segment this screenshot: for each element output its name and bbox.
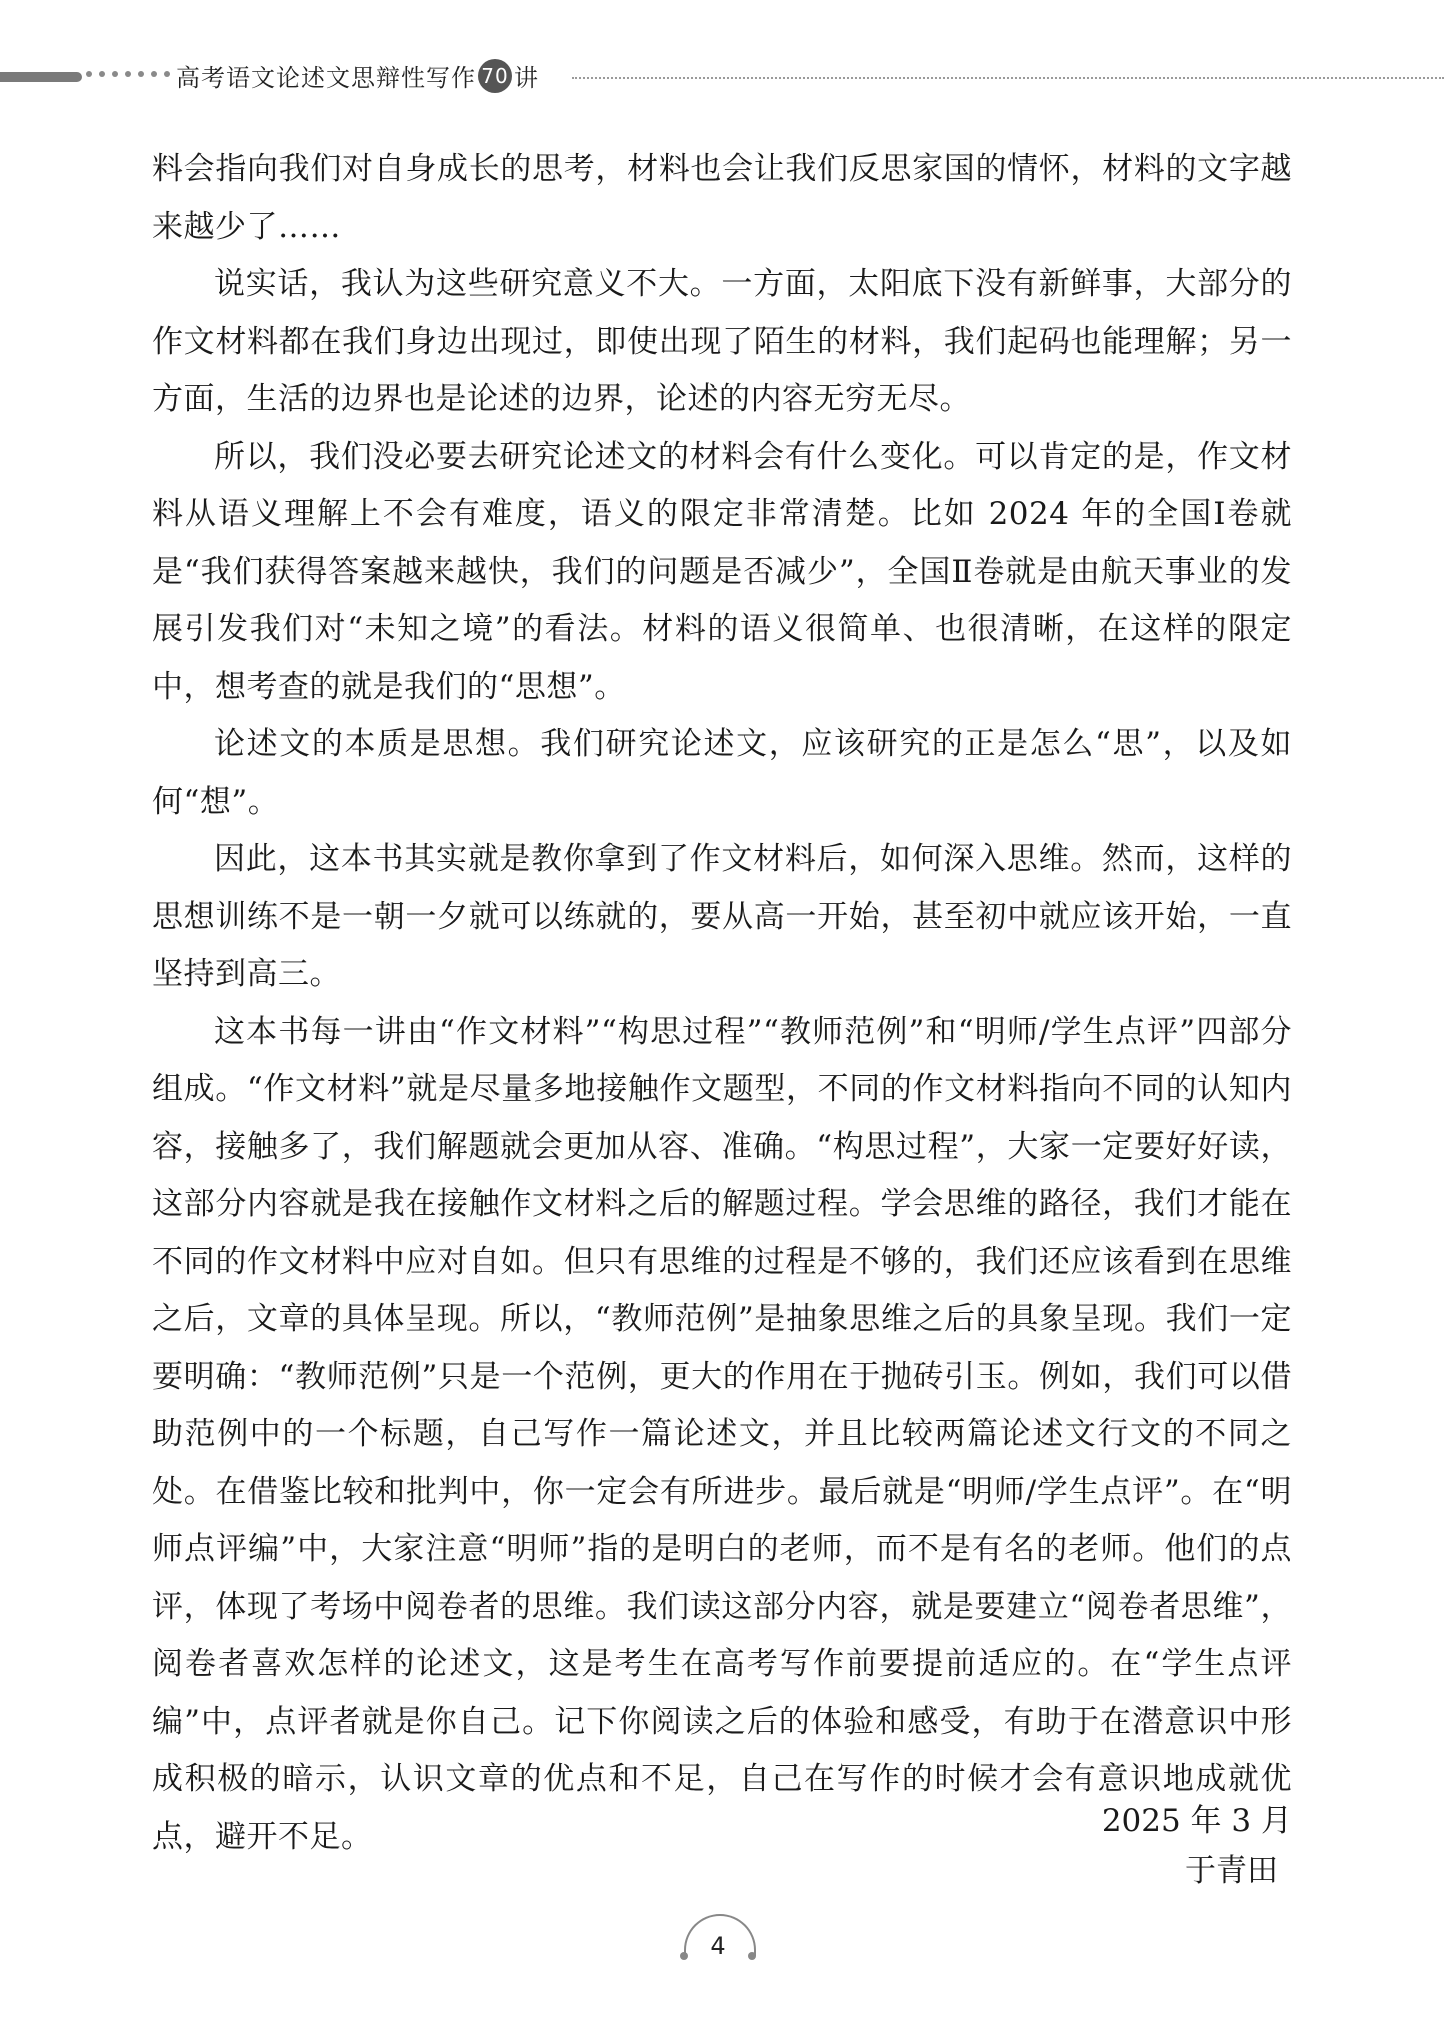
- header-dots-decoration: [86, 71, 170, 77]
- paragraph: 所以，我们没必要去研究论述文的材料会有什么变化。可以肯定的是，作文材料从语义理解上不会有难度，语义的限定非常清楚。比如 2024 年的全国Ⅰ卷就是“我们获得答案越来越快，我们的问题是否减少”，全国Ⅱ卷就是由航天事业的发展引发我们对“未知之境”的看法。材料的语义很简单、也很清晰，在这样的限定中，想考查的就是我们的“思想”。: [152, 438, 1292, 705]
- body-text: [152, 141, 1292, 1866]
- paragraph: 说实话，我认为这些研究意义不大。一方面，太阳底下没有新鲜事，大部分的作文材料都在我们身边出现过，即使出现了陌生的材料，我们起码也能理解；另一方面，生活的边界也是论述的边界，论述的内容无穷无尽。: [152, 266, 1292, 417]
- paragraph: 料会指向我们对自身成长的思考，材料也会让我们反思家国的情怀，材料的文字越来越少了……: [152, 151, 1292, 245]
- book-title-number-badge: 70: [478, 59, 512, 93]
- paragraph: 这本书每一讲由“作文材料”“构思过程”“教师范例”和“明师/学生点评”四部分组成。“作文材料”就是尽量多地接触作文题型，不同的作文材料指向不同的认知内容，接触多了，我们解题就会更加从容、准确。“构思过程”，大家一定要好好读，这部分内容就是我在接触作文材料之后的解题过程。学会思维的路径，我们才能在不同的作文材料中应对自如。但只有思维的过程是不够的，我们还应该看到在思维之后，文章的具体呈现。所以，“教师范例”是抽象思维之后的具象呈现。我们一定要明确：“教师范例”只是一个范例，更大的作用在于抛砖引玉。例如，我们可以借助范例中的一个标题，自己写作一篇论述文，并且比较两篇论述文行文的不同之处。在借鉴比较和批判中，你一定会有所进步。最后就是“明师/学生点评”。在“明师点评编”中，大家注意“明师”指的是明白的老师，而不是有名的老师。他们的点评，体现了考场中阅卷者的思维。我们读这部分内容，就是要建立“阅卷者思维”，阅卷者喜欢怎样的论述文，这是考生在高考写作前要提前适应的。在“学生点评编”中，点评者就是你自己。记下你阅读之后的体验和感受，有助于在潜意识中形成积极的暗示，认识文章的优点和不足，自己在写作的时候才会有意识地成就优点，避开不足。: [152, 1013, 1292, 1855]
- book-title: [176, 58, 539, 93]
- running-header: [0, 54, 1444, 102]
- header-dotted-rule: [572, 77, 1444, 79]
- book-title-text: 高考语文论述文思辩性写作: [176, 64, 476, 92]
- book-title-suffix: 讲: [514, 64, 539, 92]
- page-footer: [672, 1910, 772, 1970]
- paragraph: 论述文的本质是思想。我们研究论述文，应该研究的正是怎么“思”，以及如何“想”。: [152, 726, 1292, 820]
- page-number: 4: [710, 1932, 726, 1960]
- signature-date: 2025 年 3 月: [1101, 1803, 1292, 1839]
- header-bar-decoration: [0, 72, 82, 82]
- paragraph: 因此，这本书其实就是教你拿到了作文材料后，如何深入思维。然而，这样的思想训练不是一朝一夕就可以练就的，要从高一开始，甚至初中就应该开始，一直坚持到高三。: [152, 841, 1292, 992]
- signature-name: 于青田: [1185, 1853, 1278, 1889]
